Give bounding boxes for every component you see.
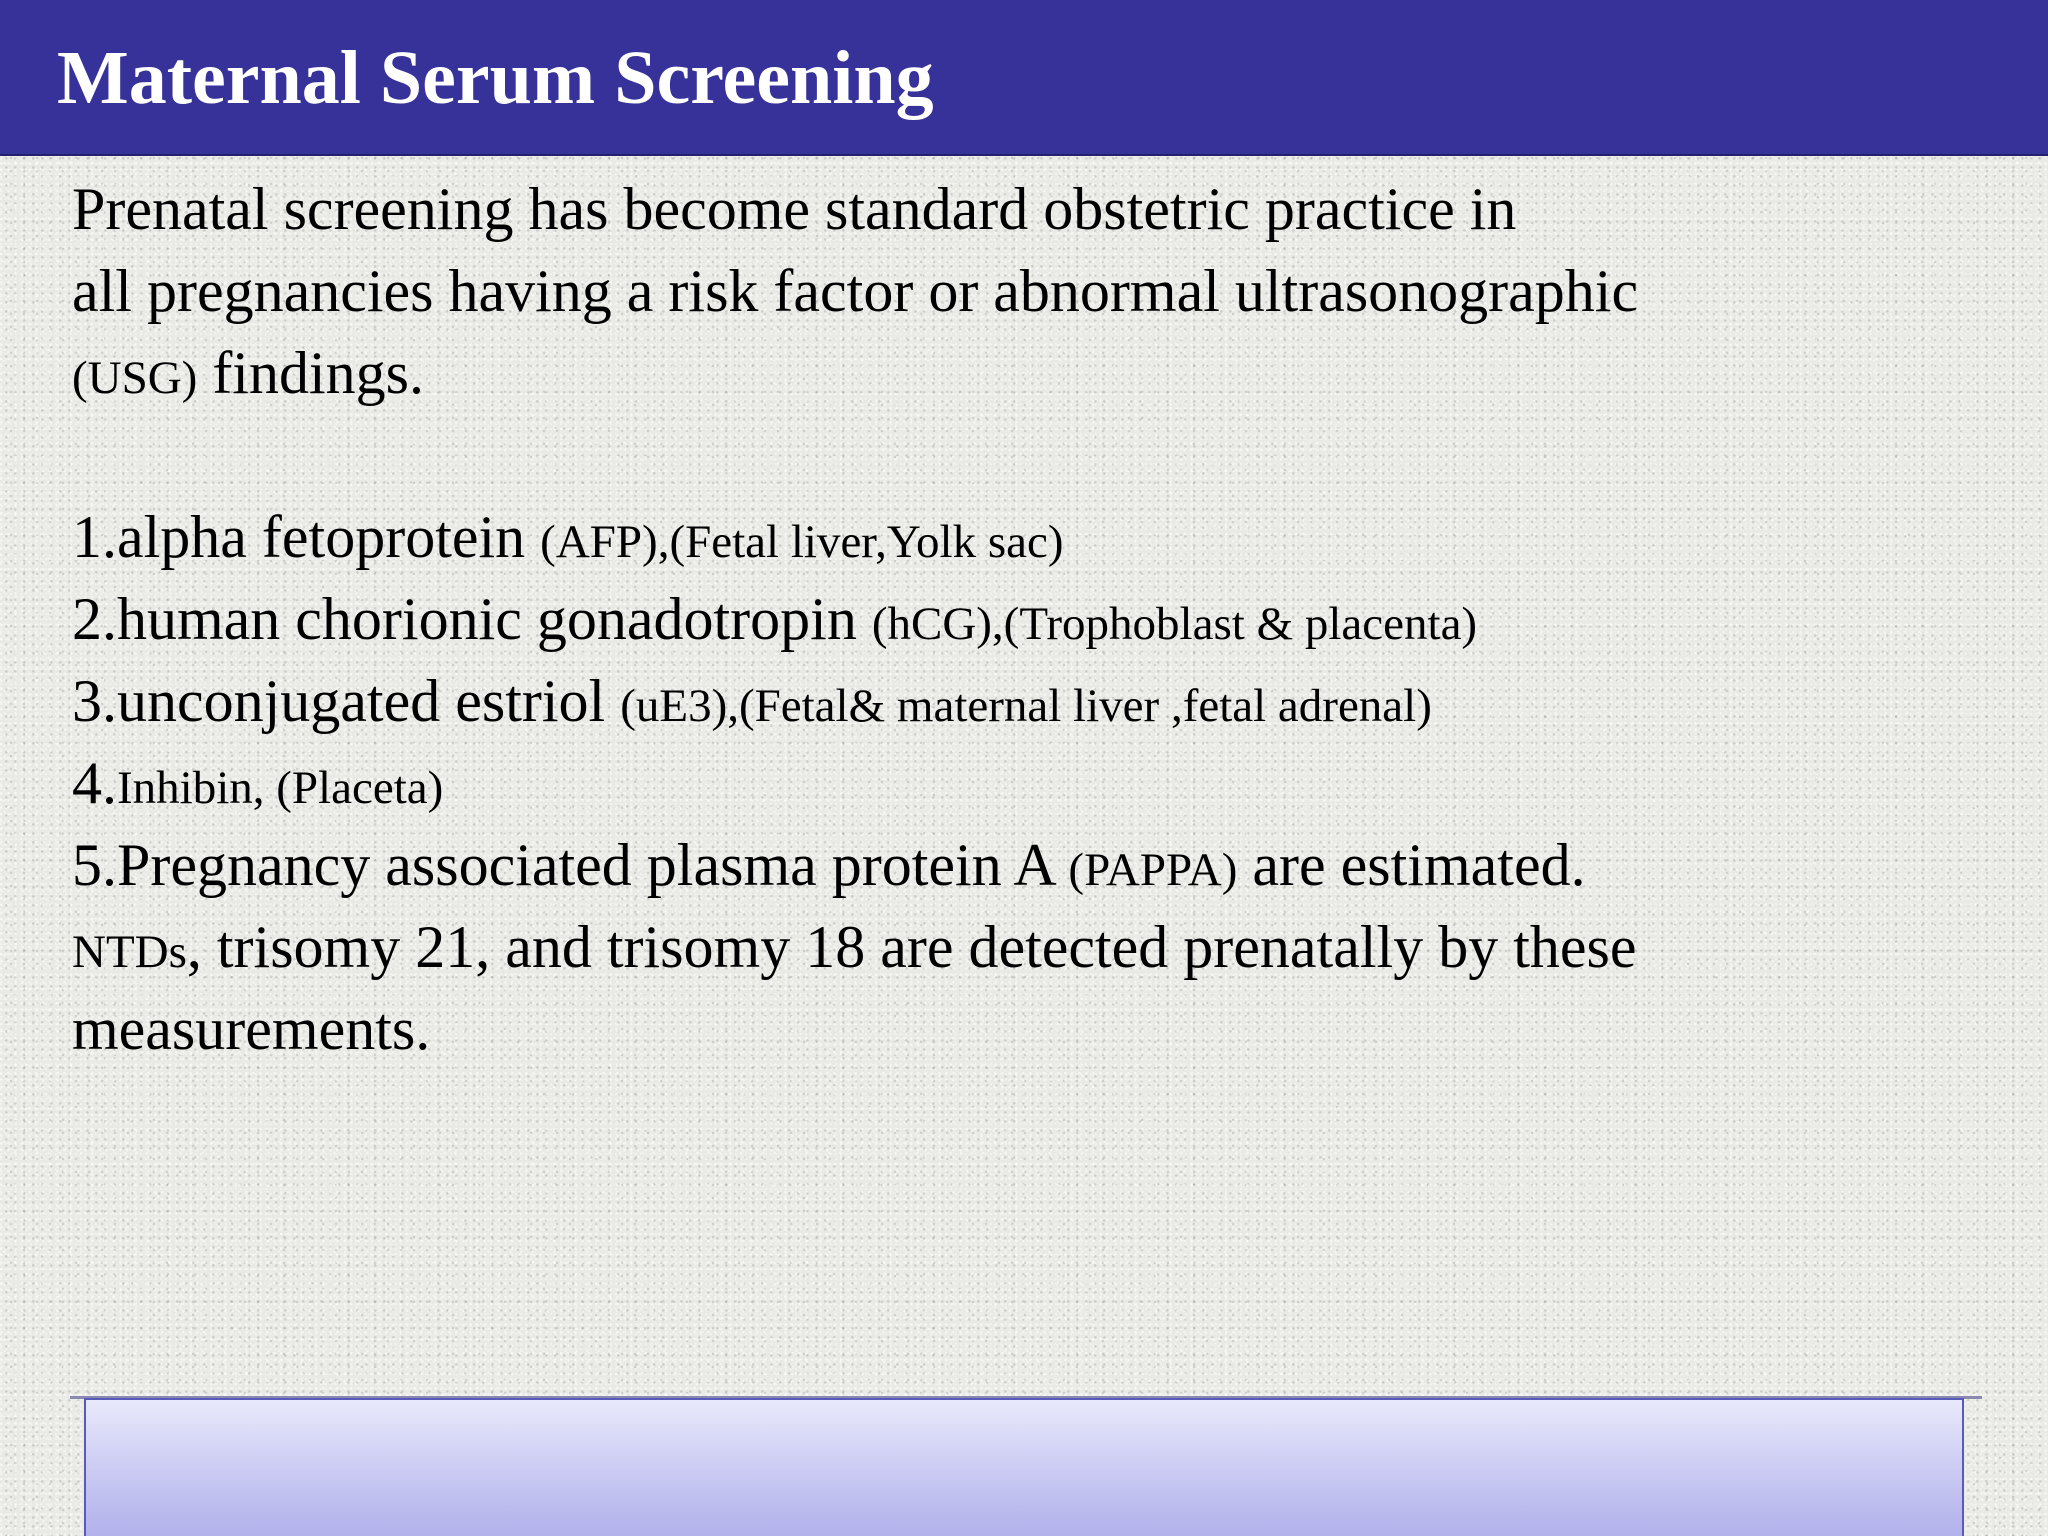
marker-name: 2.human chorionic gonadotropin xyxy=(72,586,872,652)
conclusion-line-1 xyxy=(72,906,1972,988)
marker-name: 1.alpha fetoprotein xyxy=(72,504,541,570)
intro-line-3 xyxy=(72,332,1972,414)
footer-panel xyxy=(84,1398,1964,1536)
intro-line-2: all pregnancies having a risk factor or abnormal ultrasonographic xyxy=(72,258,1639,324)
marker-item-afp xyxy=(72,496,1972,578)
ntds-abbreviation: NTDs xyxy=(72,926,187,978)
intro-line-3-rest: findings. xyxy=(197,340,424,406)
marker-name: 4. xyxy=(72,750,117,816)
conclusion-line-1-rest: , trisomy 21, and trisomy 18 are detected prenatally by these xyxy=(186,914,1637,980)
conclusion-line-2: measurements. xyxy=(72,996,431,1062)
paragraph-gap xyxy=(72,414,1972,496)
marker-name: 3.unconjugated estriol xyxy=(72,668,621,734)
marker-item-ue3 xyxy=(72,660,1972,742)
marker-item-hcg xyxy=(72,578,1972,660)
marker-detail: (hCG),(Trophoblast & placenta) xyxy=(871,598,1478,650)
marker-detail: (PAPPA) xyxy=(1068,844,1238,896)
intro-line-1: Prenatal screening has become standard obstetric practice in xyxy=(72,176,1517,242)
slide-title: Maternal Serum Screening xyxy=(57,36,934,120)
marker-name: 5.Pregnancy associated plasma protein A xyxy=(72,832,1069,898)
slide-body xyxy=(72,168,1972,1070)
marker-item-inhibin xyxy=(72,742,1972,824)
usg-abbreviation: (USG) xyxy=(72,352,198,404)
marker-detail: (AFP),(Fetal liver,Yolk sac) xyxy=(540,516,1064,568)
marker-detail: Inhibin, (Placeta) xyxy=(117,762,444,814)
marker-item-pappa xyxy=(72,824,1972,906)
marker-detail: (uE3),(Fetal& maternal liver ,fetal adrenal) xyxy=(620,680,1432,732)
marker-tail: are estimated. xyxy=(1237,832,1586,898)
title-bar xyxy=(0,0,2048,156)
